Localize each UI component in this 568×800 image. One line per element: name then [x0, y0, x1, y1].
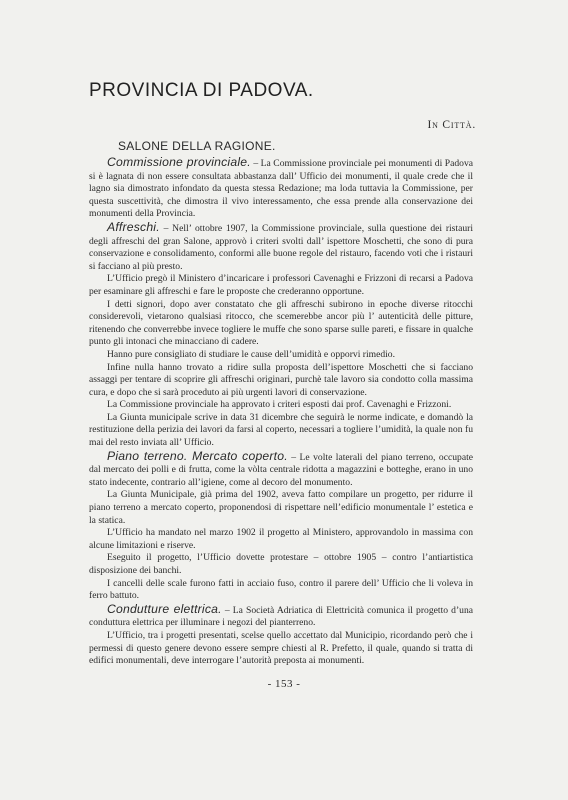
paragraph: L’Ufficio ha mandato nel marzo 1902 il progetto al Ministero, approvandolo in massima con alcune limitazioni e riserve.: [89, 527, 473, 551]
page-number: - 153 -: [267, 678, 301, 690]
paragraph-rubric: Piano terreno. Mercato coperto.: [107, 448, 288, 463]
paragraph: La Giunta municipale scrive in data 31 dicembre che seguirà le norme indicate, e domandò la restituzione della perizia dei lavori da farsi al coperto, necessari a togliere l’umidità, la quale non fu mai del resto inviata all’ Ufficio.: [89, 411, 473, 449]
paragraph-text: – Nell’ ottobre 1907, la Commissione provinciale, sulla questione dei ristauri degli affreschi del gran Salone, approvò i criteri svolti dall’ ispettore Moschetti, che sono di pura conservazione e consolidamento, conformi alle buone regole del ristauro, facendo voti che i ristauri si facciano al più presto.: [89, 222, 473, 272]
page-title: PROVINCIA DI PADOVA.: [89, 80, 314, 101]
paragraph-text: – Le volte laterali del piano terreno, occupate dal mercato dei polli e di frutta, come la vòlta centrale ridotta a magazzini e botteghe, erano in uno stato indecente, contrario all’igiene, come al decoro del monumento.: [89, 451, 473, 488]
paragraph-rubric: Condutture elettrica.: [107, 601, 222, 616]
paragraph-text: – La Società Adriatica di Elettricità comunica il progetto d’una conduttura elettrica per illuminare i negozi del pianterreno.: [89, 604, 473, 629]
paragraph: L’Ufficio, tra i progetti presentati, scelse quello accettato dal Municipio, ricordando però che i permessi di questo genere devono essere sempre chiesti al R. Prefetto, il quale, quando si tratta di edifici monumentali, deve interrogare l’autorità preposta ai monumenti.: [89, 629, 473, 667]
paragraph: Infine nulla hanno trovato a ridire sulla proposta dell’ispettore Moschetti che si facciano assaggi per tentare di scoprire gli affreschi originari, purchè tale lavoro sia condotto colla massima cura, e dopo che si sarà proceduto ai più urgenti lavori di conservazione.: [89, 361, 473, 398]
paragraph: La Commissione provinciale ha approvato i criteri esposti dai prof. Cavenaghi e Frizzoni.: [107, 399, 452, 411]
paragraph: Hanno pure consigliato di studiare le cause dell’umidità e opporvi rimedio.: [107, 348, 395, 360]
paragraph: [89, 603, 473, 630]
paragraph: La Giunta Municipale, già prima del 1902, aveva fatto compilare un progetto, per ridurre il piano terreno a mercato coperto, proponendosi di rispettare nell’edificio monumentale l’ estetica e la statica.: [89, 489, 473, 526]
section-heading: SALONE DELLA RAGIONE.: [118, 139, 276, 153]
paragraph-text: – La Commissione provinciale pei monumenti di Padova si è lagnata di non essere consultata abbastanza dall’ Ufficio dei monumenti, il quale crede che il lagno sia dimostrato infondato da questa stessa Redazione; ma loda tuttavia la Commissione, per questa suscettività, che dimostra il vivo interessamento, che essa prende alla conservazione dei monumenti della Provincia.: [89, 158, 474, 220]
paragraph-rubric: Commissione provinciale.: [107, 155, 251, 169]
paragraph: L’Ufficio pregò il Ministero d’incaricare i professori Cavenaghi e Frizzoni di recarsi a Padova per esaminare gli affreschi e fare le proposte che crederanno opportune.: [89, 273, 473, 297]
paragraph-rubric: Affreschi.: [107, 219, 160, 234]
paragraph: Eseguito il progetto, l’Ufficio dovette protestare – ottobre 1905 – contro l’antiartistica disposizione dei banchi.: [89, 552, 473, 576]
paragraph: [89, 221, 473, 273]
location-label: In Città.: [427, 119, 476, 131]
paragraph: [89, 450, 473, 490]
paragraph: I cancelli delle scale furono fatti in acciaio fuso, contro il parere dell’ Ufficio che li voleva in ferro battuto.: [89, 577, 473, 602]
paragraph: I detti signori, dopo aver constatato che gli affreschi subirono in epoche diverse ritocchi considerevoli, vietarono qualsiasi ritocco, che scemerebbe ancor più l’ autenticità delle pitture, ritenendo che converrebbe invece togliere le muffe che sono sparse sulle pareti, e fissare in qualche punto gli intonaci che minacciano di cadere.: [89, 298, 473, 348]
body-text: [89, 156, 473, 668]
paragraph: [89, 156, 473, 221]
